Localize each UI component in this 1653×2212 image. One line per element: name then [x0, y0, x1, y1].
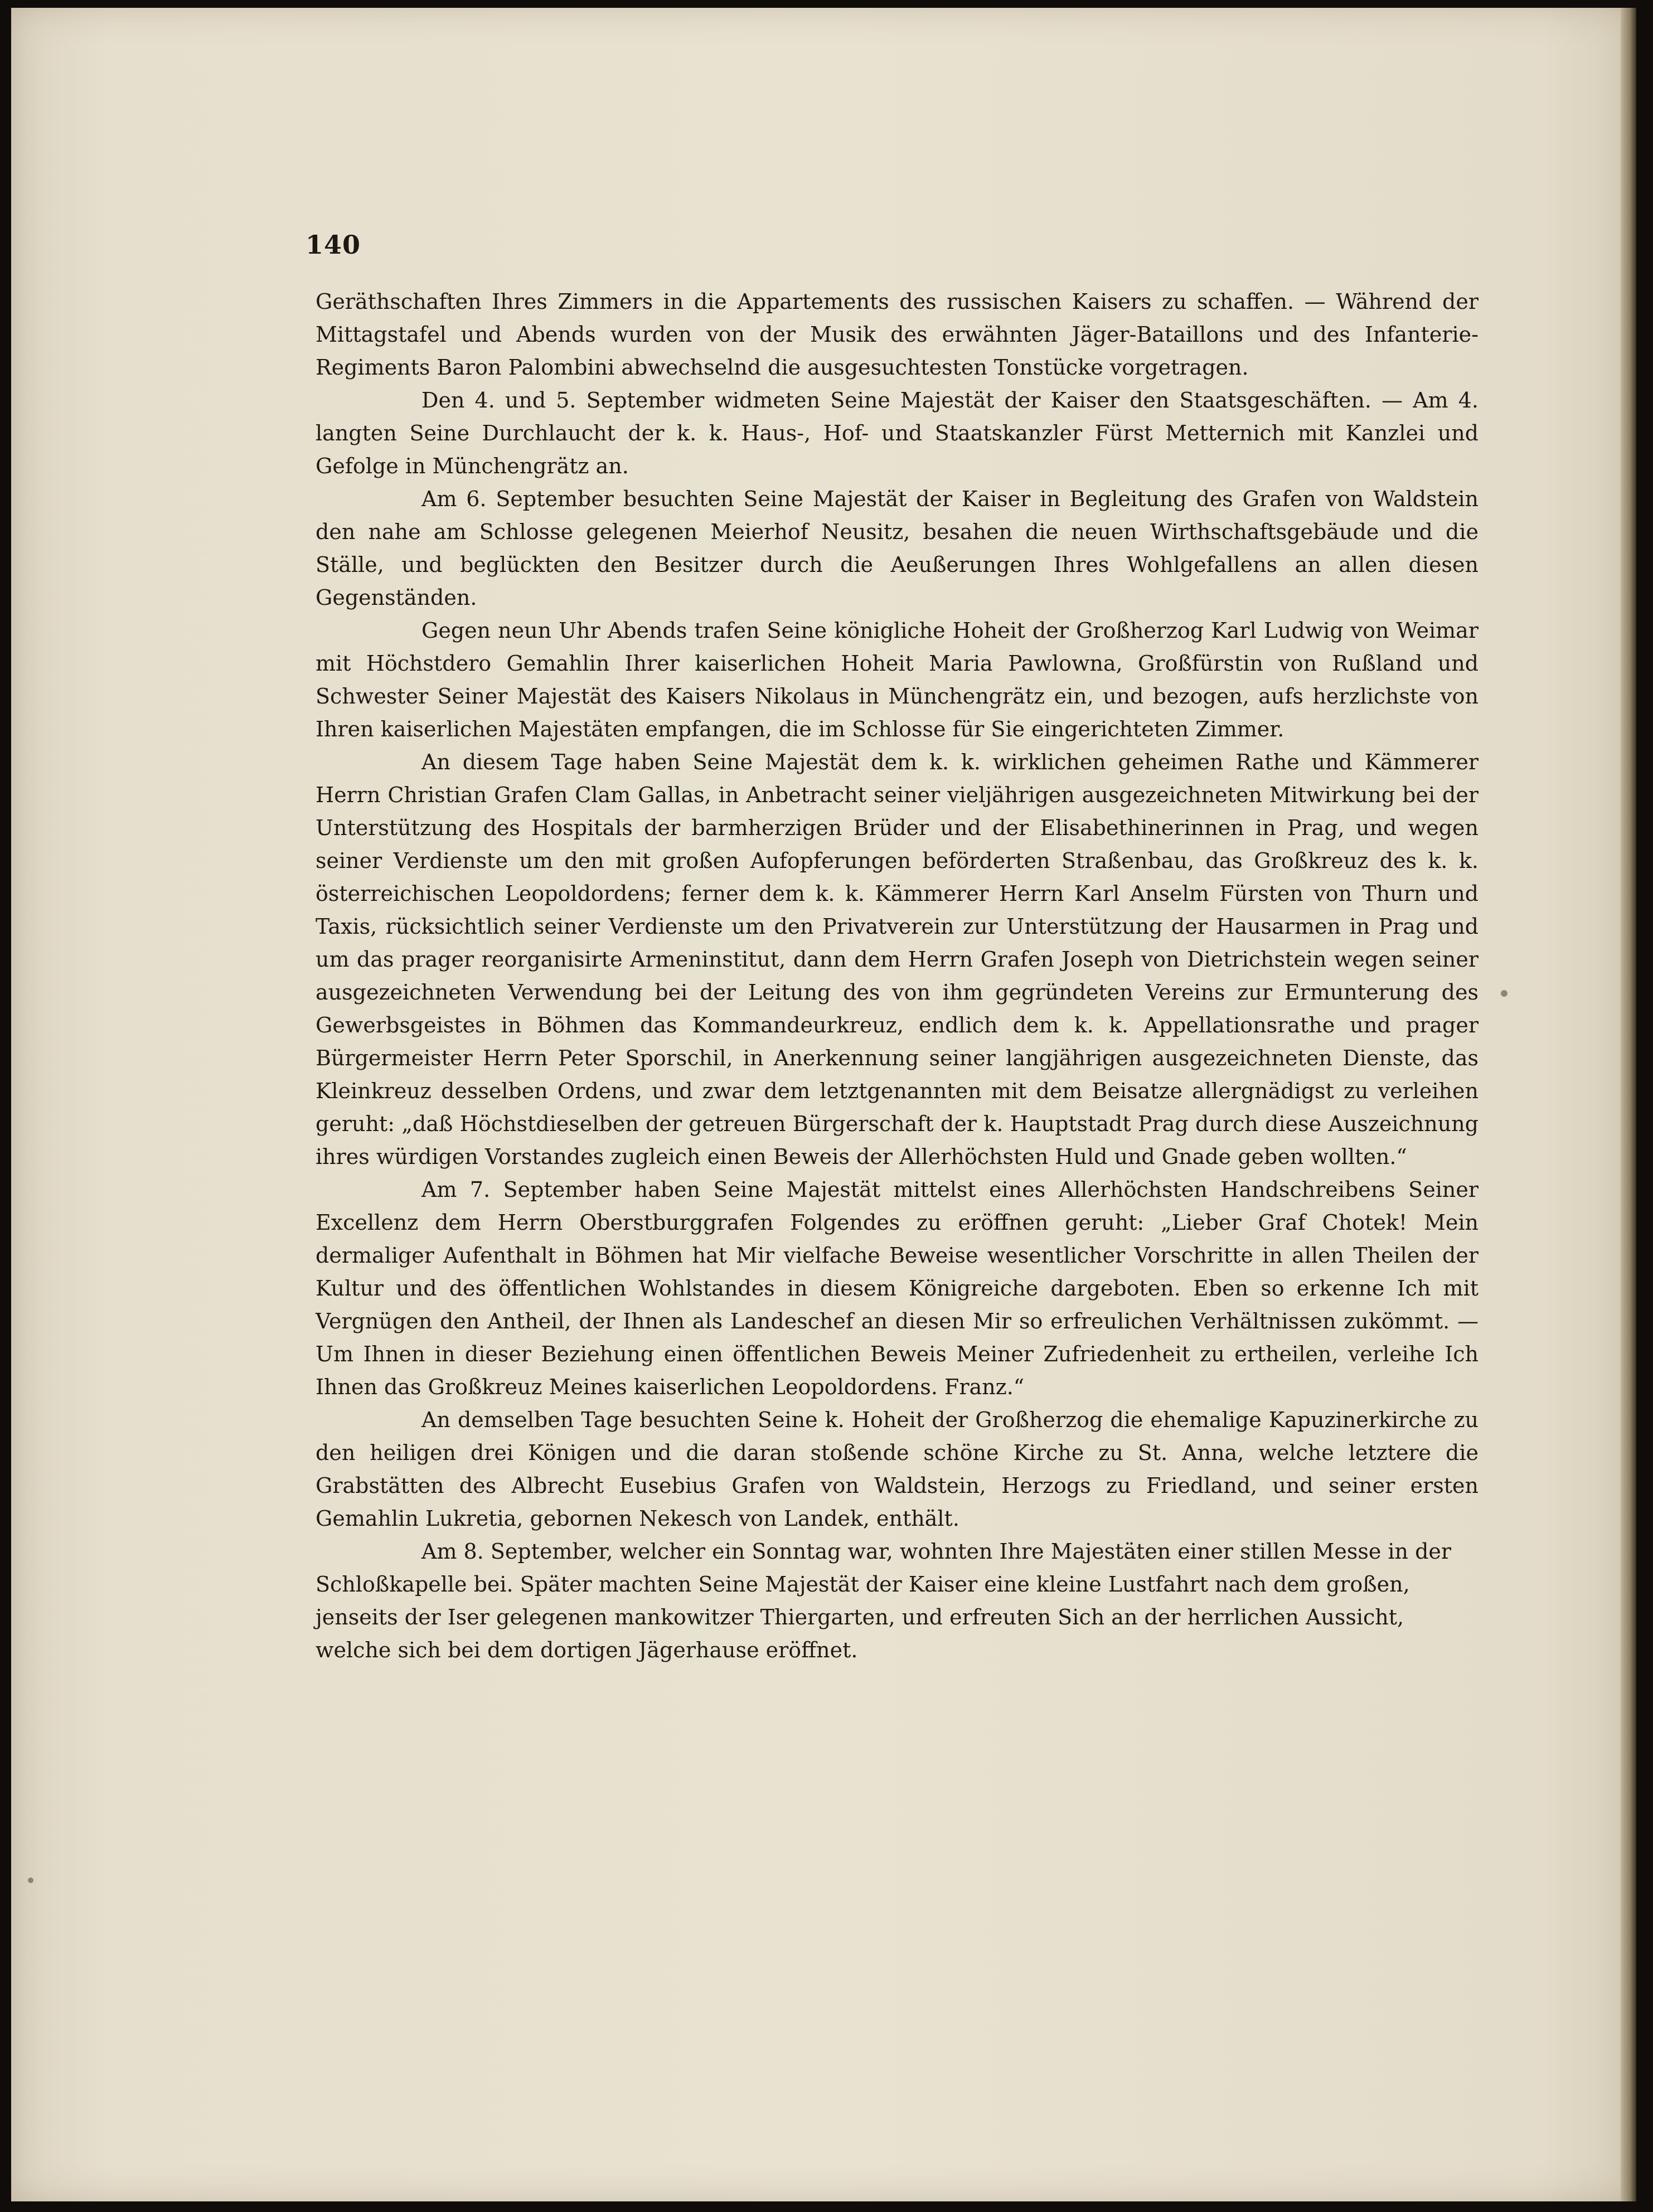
page-edge	[1621, 8, 1636, 2201]
paragraph: Geräthschaften Ihres Zimmers in die Appartements des russischen Kaisers zu schaffen. — Während der Mittagstafel und Abends wurden von der Musik des erwähnten Jäger-Bataillons und des Infanterie-Regiments Baron Palombini abwechselnd die ausgesuchtesten Tonstücke vorgetragen.	[316, 289, 1479, 380]
paragraph: Gegen neun Uhr Abends trafen Seine königliche Hoheit der Großherzog Karl Ludwig von Weimar mit Höchstdero Gemahlin Ihrer kaiserlichen Hoheit Maria Pawlowna, Großfürstin von Rußland und Schwester Seiner Majestät des Kaisers Nikolaus in Münchengrätz ein, und bezogen, aufs herzlichste von Ihren kaiserlichen Majestäten empfangen, die im Schlosse für Sie eingerichteten Zimmer.	[316, 618, 1479, 741]
paragraph: Am 7. September haben Seine Majestät mittelst eines Allerhöchsten Handschreibens Seiner Excellenz dem Herrn Oberstburggrafen Folgendes zu eröffnen geruht: „Lieber Graf Chotek! Mein dermaliger Aufenthalt in Böhmen hat Mir vielfache Beweise wesentlicher Vorschritte in allen Theilen der Kultur und des öffentlichen Wohlstandes in diesem Königreiche dargeboten. Eben so erkenne Ich mit Vergnügen den Antheil, der Ihnen als Landeschef an diesen Mir so erfreulichen Verhältnissen zukömmt. — Um Ihnen in dieser Beziehung einen öffentlichen Beweis Meiner Zufriedenheit zu ertheilen, verleihe Ich Ihnen das Großkreuz Meines kaiserlichen Leopoldordens. Franz.“	[316, 1177, 1479, 1399]
paragraph: Den 4. und 5. September widmeten Seine Majestät der Kaiser den Staatsgeschäften. — Am 4. langten Seine Durchlaucht der k. k. Haus-, Hof- und Staatskanzler Fürst Metternich mit Kanzlei und Gefolge in Münchengrätz an.	[316, 388, 1479, 478]
paragraph: An diesem Tage haben Seine Majestät dem k. k. wirklichen geheimen Rathe und Kämmerer Herrn Christian Grafen Clam Gallas, in Anbetracht seiner vieljährigen ausgezeichneten Mitwirkung bei der Unterstützung des Hospitals der barmherzigen Brüder und der Elisabethinerinnen in Prag, und wegen seiner Verdienste um den mit großen Aufopferungen beförderten Straßenbau, das Großkreuz des k. k. österreichischen Leopoldordens; ferner dem k. k. Kämmerer Herrn Karl Anselm Fürsten von Thurn und Taxis, rücksichtlich seiner Verdienste um den Privatverein zur Unterstützung der Hausarmen in Prag und um das prager reorganisirte Armeninstitut, dann dem Herrn Grafen Joseph von Dietrichstein wegen seiner ausgezeichneten Verwendung bei der Leitung des von ihm gegründeten Vereins zur Ermunterung des Gewerbsgeistes in Böhmen das Kommandeurkreuz, endlich dem k. k. Appellationsrathe und prager Bürgermeister Herrn Peter Sporschil, in Anerkennung seiner langjährigen ausgezeichneten Dienste, das Kleinkreuz desselben Ordens, und zwar dem letztgenannten mit dem Beisatze allergnädigst zu verleihen geruht: „daß Höchstdieselben der getreuen Bürgerschaft der k. Hauptstadt Prag durch diese Auszeichnung ihres würdigen Vorstandes zugleich einen Beweis der Allerhöchsten Huld und Gnade geben wollten.“	[316, 750, 1479, 1169]
paper-spot	[28, 1878, 33, 1883]
body-text	[316, 285, 1479, 1667]
paragraph: Am 6. September besuchten Seine Majestät der Kaiser in Begleitung des Grafen von Waldstein den nahe am Schlosse gelegenen Meierhof Neusitz, besahen die neuen Wirthschaftsgebäude und die Ställe, und beglückten den Besitzer durch die Aeußerungen Ihres Wohlgefallens an allen diesen Gegenständen.	[316, 487, 1479, 610]
paragraph: An demselben Tage besuchten Seine k. Hoheit der Großherzog die ehemalige Kapuzinerkirche zu den heiligen drei Königen und die daran stoßende schöne Kirche zu St. Anna, welche letztere die Grabstätten des Albrecht Eusebius Grafen von Waldstein, Herzogs zu Friedland, und seiner ersten Gemahlin Lukretia, gebornen Nekesch von Landek, enthält.	[316, 1408, 1479, 1531]
page-number: 140	[306, 230, 361, 260]
paper-spot	[1501, 990, 1507, 997]
paragraph: Am 8. September, welcher ein Sonntag war, wohnten Ihre Majestäten einer stillen Messe in der Schloßkapelle bei. Später machten Seine Majestät der Kaiser eine kleine Lustfahrt nach dem großen, jenseits der Iser gelegenen mankowitzer Thiergarten, und erfreuten Sich an der herrlichen Aussicht, welche sich bei dem dortigen Jägerhause eröffnet.	[316, 1539, 1452, 1662]
